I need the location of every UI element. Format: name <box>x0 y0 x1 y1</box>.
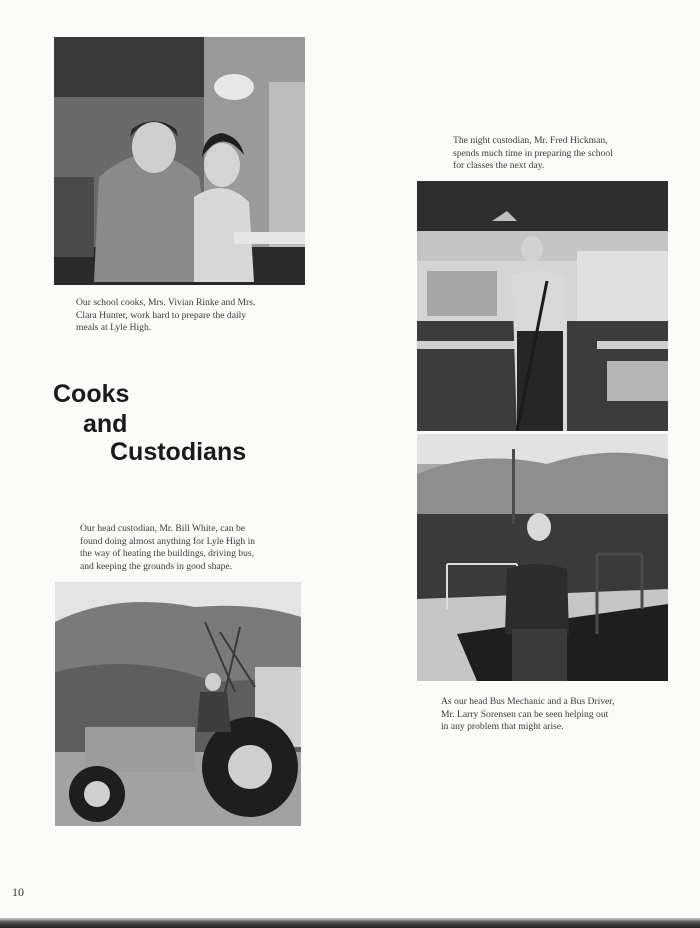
caption-head-custodian: Our head custodian, Mr. Bill White, can be found doing almost anything for Lyle High in the way of heating the buildings, driving bus, and keeping the grounds in good shape. <box>80 523 256 572</box>
photo-bus-mechanic <box>417 434 668 681</box>
photo-school-cooks <box>54 37 305 285</box>
photo-night-custodian <box>417 181 668 431</box>
title-line-custodians: Custodians <box>110 438 247 466</box>
page-number: 10 <box>12 885 24 899</box>
caption-night-custodian: The night custodian, Mr. Fred Hickman, spends much time in preparing the school for classes the next day. <box>453 135 613 172</box>
photo-tractor <box>55 582 301 826</box>
title-line-and: and <box>83 410 128 438</box>
caption-cooks: Our school cooks, Mrs. Vivian Rinke and Mrs. Clara Hunter, work hard to prepare the daily meals at Lyle High. <box>76 297 256 334</box>
title-line-cooks: Cooks <box>53 380 130 408</box>
page-bottom-edge <box>0 918 700 928</box>
caption-bus-mechanic: As our head Bus Mechanic and a Bus Driver, Mr. Larry Sorensen can be seen helping out in any problem that might arise. <box>441 696 615 733</box>
